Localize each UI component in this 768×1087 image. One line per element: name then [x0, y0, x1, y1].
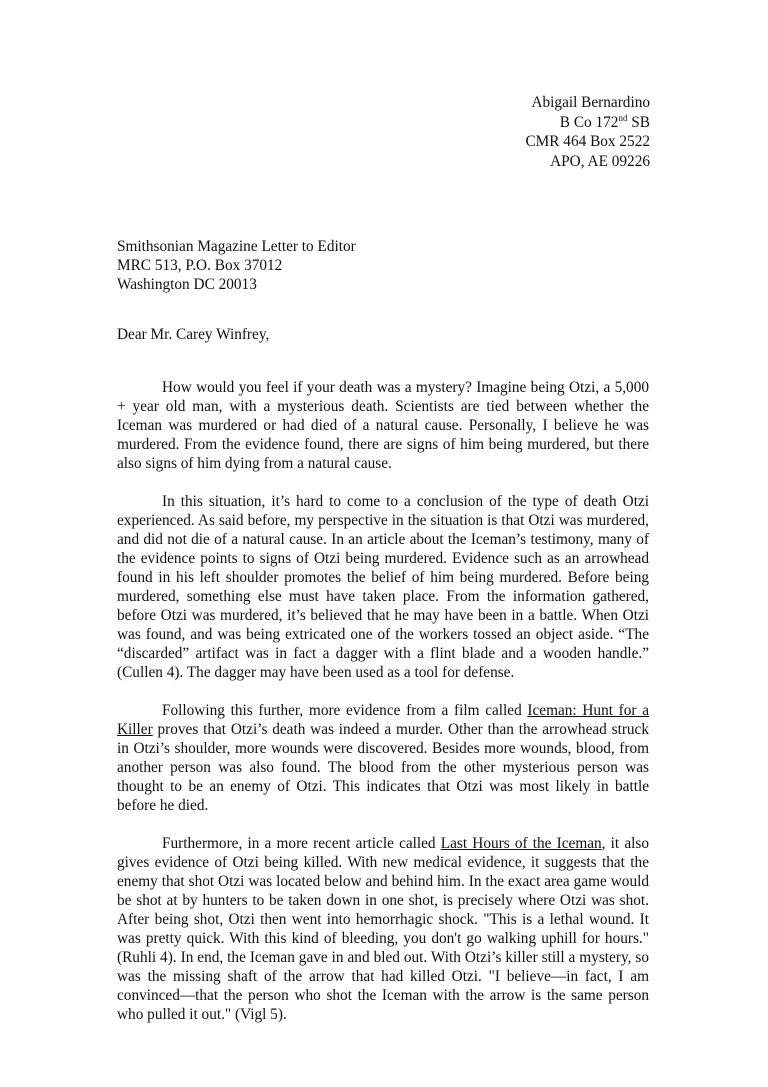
sender-name: Abigail Bernardino	[531, 94, 650, 111]
paragraph-3	[117, 701, 649, 815]
letter-body	[117, 378, 649, 1043]
salutation: Dear Mr. Carey Winfrey,	[117, 326, 270, 343]
sender-apo: APO, AE 09226	[550, 152, 650, 170]
paragraph-4	[117, 834, 649, 1024]
paragraph-4-after: , it also gives evidence of Otzi being killed. With new medical evidence, it suggests that the enemy that shot Otzi was located below and behind him. In the exact area game would be shot at by hunters to be taken down in one shot, is precisely where Otzi was shot. After being shot, Otzi then went into hemorrhagic shock. "This is a lethal wound. It was pretty quick. With this kind of bleeding, you don't go walking uphill for hours." (Ruhli 4). In end, the Iceman gave in and bled out. With Otzi’s killer still a mystery, so was the missing shaft of the arrow that had killed Otzi. "I believe—in fact, I am convinced—that the person who shot the Iceman with the arrow is the same person who pulled it out." (Vigl 5).	[117, 835, 649, 1023]
sender-address	[525, 93, 650, 171]
sender-unit-sup: nd	[618, 112, 628, 123]
film-title: Iceman: Hunt for a Killer	[117, 702, 649, 738]
paragraph-1: How would you feel if your death was a mystery? Imagine being Otzi, a 5,000 + year old man, with a mysterious death. Scientists are tied between whether the Iceman was murdered or had died of a natural cause. Personally, I believe he was murdered. From the evidence found, there are signs of him being murdered, but there also signs of him dying from a natural cause.	[117, 379, 649, 472]
paragraph-4-before: Furthermore, in a more recent article called	[162, 835, 441, 852]
recipient-line-3: Washington DC 20013	[117, 276, 257, 293]
sender-unit-suffix: SB	[627, 113, 650, 131]
sender-unit	[525, 113, 650, 133]
paragraph-2: In this situation, it’s hard to come to a conclusion of the type of death Otzi experienced. As said before, my perspective in the situation is that Otzi was murdered, and did not die of a natural cause. In an article about the Iceman’s testimony, many of the evidence points to signs of Otzi being murdered. Evidence such as an arrowhead found in his left shoulder promotes the belief of him being murdered. Before being murdered, something else must have taken place. From the information gathered, before Otzi was murdered, it’s believed that he may have been in a battle. When Otzi was found, and was being extricated one of the workers tossed an object aside. “The “discarded” artifact was in fact a dagger with a flint blade and a wooden handle.” (Cullen 4). The dagger may have been used as a tool for defense.	[117, 493, 649, 681]
sender-unit-prefix: B Co 172	[559, 113, 619, 131]
sender-box: CMR 464 Box 2522	[525, 133, 650, 150]
recipient-address	[117, 237, 356, 294]
paragraph-3-after: proves that Otzi’s death was indeed a murder. Other than the arrowhead struck in Otzi’s shoulder, more wounds were discovered. Besides more wounds, blood, from another person was also found. The blood from the other mysterious person was thought to be an enemy of Otzi. This indicates that Otzi was most likely in battle before he died.	[117, 721, 649, 814]
recipient-line-1: Smithsonian Magazine Letter to Editor	[117, 238, 356, 255]
paragraph-3-before: Following this further, more evidence from a film called	[162, 702, 528, 719]
article-title: Last Hours of the Iceman	[440, 835, 602, 852]
recipient-line-2: MRC 513, P.O. Box 37012	[117, 257, 283, 274]
